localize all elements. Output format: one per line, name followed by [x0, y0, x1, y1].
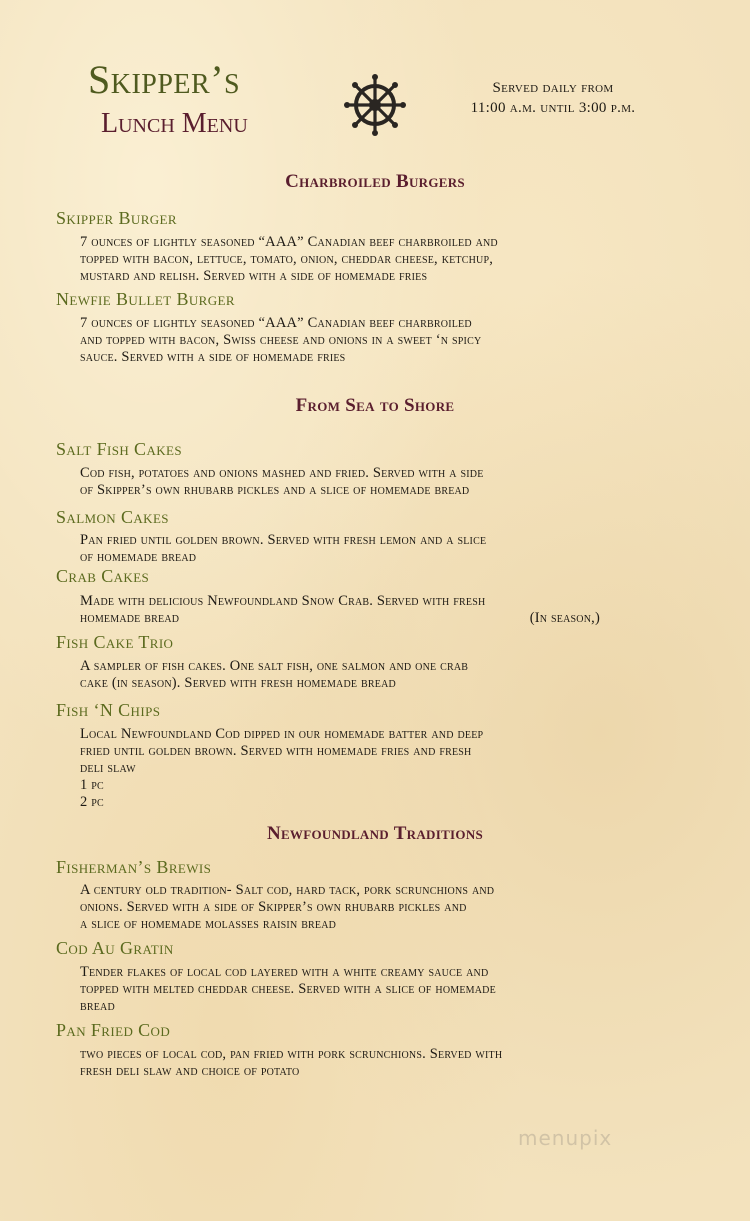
menu-item-name: Skipper Burger [56, 208, 177, 228]
menu-item-name: Fisherman’s Brewis [56, 857, 212, 877]
ship-wheel-icon [344, 74, 406, 136]
portion-option: 1 pc [80, 777, 104, 793]
description-line: fried until golden brown. Served with homemade fries and fresh [80, 743, 472, 759]
description-line: bread [80, 998, 115, 1014]
menu-item-name: Crab Cakes [56, 566, 150, 586]
menu-item-name: Newfie Bullet Burger [56, 289, 235, 309]
in-season-note: (In season,) [529, 610, 600, 626]
hours-line-1: Served daily from [492, 80, 614, 96]
description-text: homemade bread [80, 610, 180, 626]
menu-item-name: Fish ‘N Chips [56, 700, 161, 720]
hours-line-2: 11:00 a.m. until 3:00 p.m. [470, 100, 636, 116]
menu-item-name: Salmon Cakes [56, 507, 169, 527]
menu-item-name: Salt Fish Cakes [56, 439, 182, 459]
description-line: A sampler of fish cakes. One salt fish, one salmon and one crab [80, 658, 469, 674]
description-line: two pieces of local cod, pan fried with pork scrunchions. Served with [80, 1046, 503, 1062]
menu-item-description [80, 1046, 640, 1080]
description-line: a slice of homemade molasses raisin bread [80, 916, 337, 932]
description-line: fresh deli slaw and choice of potato [80, 1063, 300, 1079]
section-heading-traditions: Newfoundland Traditions [266, 823, 484, 844]
description-line: topped with melted cheddar cheese. Served with a slice of homemade [80, 981, 496, 997]
description-line: cake (in season). Served with fresh homemade bread [80, 675, 396, 691]
description-line: of Skipper’s own rhubarb pickles and a slice of homemade bread [80, 482, 470, 498]
menu-item-description [80, 234, 640, 285]
menu-item-name: Pan Fried Cod [56, 1020, 171, 1040]
menu-item-name: Cod Au Gratin [56, 938, 174, 958]
menu-item-description [80, 593, 640, 627]
menu-item-description [80, 315, 640, 366]
description-line: 7 ounces of lightly seasoned “AAA” Canadian beef charbroiled [80, 315, 472, 331]
menu-title: Lunch Menu [101, 108, 248, 139]
menu-item-description [80, 658, 640, 692]
menu-item-description [80, 726, 640, 811]
menu-item-description [80, 882, 640, 933]
serving-hours [446, 78, 660, 118]
portion-option: 2 pc [80, 794, 104, 810]
description-line: Cod fish, potatoes and onions mashed and fried. Served with a side [80, 465, 484, 481]
description-line: Tender flakes of local cod layered with a white creamy sauce and [80, 964, 489, 980]
description-line: mustard and relish. Served with a side of homemade fries [80, 268, 428, 284]
description-line: deli slaw [80, 760, 136, 776]
section-heading-sea-to-shore: From Sea to Shore [295, 395, 455, 416]
description-line: 7 ounces of lightly seasoned “AAA” Canadian beef charbroiled and [80, 234, 498, 250]
description-line: Pan fried until golden brown. Served with fresh lemon and a slice [80, 532, 487, 548]
description-line: Made with delicious Newfoundland Snow Crab. Served with fresh [80, 593, 486, 609]
menu-item-name: Fish Cake Trio [56, 632, 174, 652]
description-line: A century old tradition- Salt cod, hard tack, pork scrunchions and [80, 882, 495, 898]
description-line: topped with bacon, lettuce, tomato, onion, cheddar cheese, ketchup, [80, 251, 494, 267]
watermark: menupix [518, 1126, 613, 1150]
description-line [80, 610, 640, 627]
section-heading-burgers: Charbroiled Burgers [285, 171, 465, 192]
description-line: sauce. Served with a side of homemade fries [80, 349, 346, 365]
description-line: onions. Served with a side of Skipper’s own rhubarb pickles and [80, 899, 467, 915]
menu-item-description [80, 532, 640, 566]
description-line: Local Newfoundland Cod dipped in our homemade batter and deep [80, 726, 484, 742]
description-line: and topped with bacon, Swiss cheese and onions in a sweet ‘n spicy [80, 332, 482, 348]
menu-item-description [80, 964, 640, 1015]
menu-item-description [80, 465, 640, 499]
description-line: of homemade bread [80, 549, 197, 565]
restaurant-name: Skipper’s [88, 57, 241, 102]
